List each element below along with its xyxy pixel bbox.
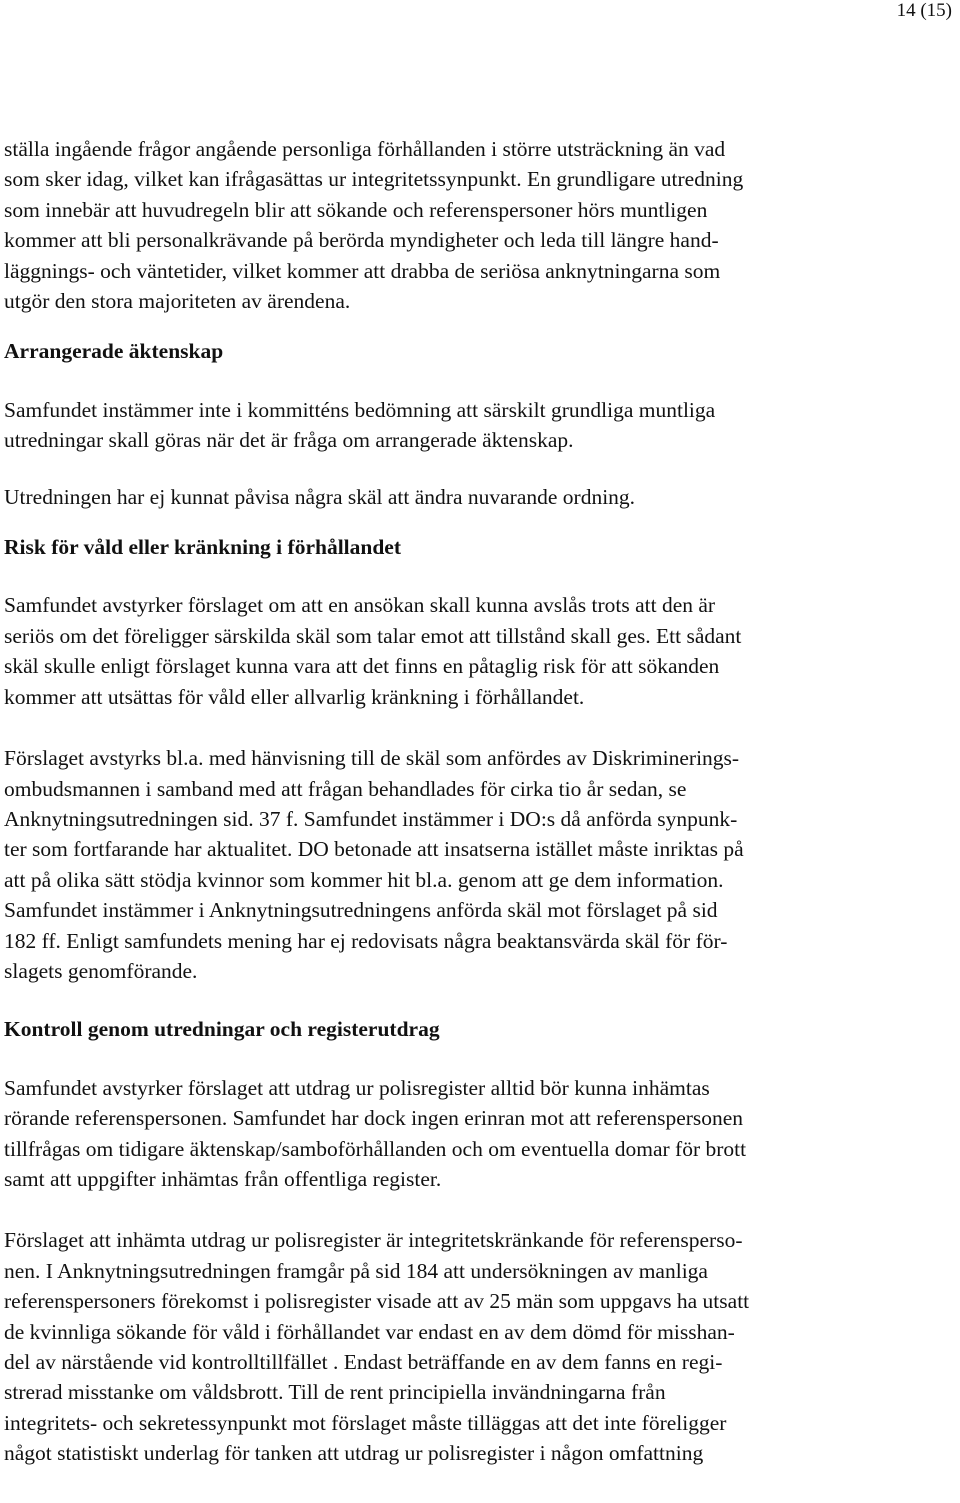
text-line: ställa ingående frågor angående personliga förhållanden i större utsträckning än vad xyxy=(4,137,726,161)
text-line: Utredningen har ej kunnat påvisa några skäl att ändra nuvarande ordning. xyxy=(4,484,636,509)
text-line: de kvinnliga sökande för våld i förhållandet var endast en av dem dömd för misshan- xyxy=(4,1319,735,1344)
text-line: ter som fortfarande har aktualitet. DO betonade att insatserna istället måste inriktas på xyxy=(4,837,744,862)
text-line: läggnings- och väntetider, vilket kommer att drabba de seriösa anknytningarna som xyxy=(4,258,721,283)
section-heading-kontroll: Kontroll genom utredningar och registerutdrag xyxy=(4,1017,440,1042)
text-line: utgör den stora majoriteten av ärendena. xyxy=(4,289,351,314)
text-line: slagets genomförande. xyxy=(4,958,198,983)
text-line: del av närstående vid kontrolltillfället . Endast beträffande en av dem fanns en regi- xyxy=(4,1350,723,1374)
text-line: Förslaget avstyrks bl.a. med hänvisning till de skäl som anfördes av Diskriminerings- xyxy=(4,746,740,771)
text-line: 182 ff. Enligt samfundets mening har ej redovisats några beaktansvärda skäl för för- xyxy=(4,928,728,953)
text-line: Samfundet instämmer i Anknytningsutredningens anförda skäl mot förslaget på sid xyxy=(4,898,718,923)
text-line: Samfundet instämmer inte i kommitténs bedömning att särskilt grundliga muntliga xyxy=(4,397,716,422)
paragraph-kontroll xyxy=(4,1073,956,1195)
text-line: som sker idag, vilket kan ifrågasättas ur integritetssynpunkt. En grundligare utredning xyxy=(4,167,744,192)
paragraph-utredningen xyxy=(4,482,956,512)
paragraph-intro xyxy=(4,134,956,316)
text-line: som innebär att huvudregeln blir att sökande och referenspersoner hörs muntligen xyxy=(4,197,708,222)
section-heading-arrangerade: Arrangerade äktenskap xyxy=(4,339,224,364)
text-line: tillfrågas om tidigare äktenskap/samboförhållanden och om eventuella domar för brott xyxy=(4,1136,747,1161)
section-heading-risk: Risk för våld eller kränkning i förhållandet xyxy=(4,535,402,560)
text-line: seriös om det föreligger särskilda skäl som talar emot att tillstånd skall ges. Ett sådant xyxy=(4,623,742,648)
text-line: integritets- och sekretessynpunkt mot förslaget måste tilläggas att det inte föreligger xyxy=(4,1410,727,1435)
text-line: kommer att bli personalkrävande på berörda myndigheter och leda till längre hand- xyxy=(4,228,719,253)
text-line: samt att uppgifter inhämtas från offentliga register. xyxy=(4,1166,442,1191)
text-line: kommer att utsättas för våld eller allvarlig kränkning i förhållandet. xyxy=(4,684,585,709)
page-number: 14 (15) xyxy=(896,0,952,21)
document-body xyxy=(4,134,956,1469)
text-line: Anknytningsutredningen sid. 37 f. Samfundet instämmer i DO:s då anförda synpunk- xyxy=(4,806,738,831)
text-line: skäl skulle enligt förslaget kunna vara att det finns en påtaglig risk för att sökanden xyxy=(4,654,720,679)
paragraph-polisregister xyxy=(4,1225,956,1468)
text-line: något statistiskt underlag för tanken att utdrag ur polisregister i någon omfattning xyxy=(4,1441,704,1466)
paragraph-arrangerade xyxy=(4,395,956,456)
text-line: utredningar skall göras när det är fråga om arrangerade äktenskap. xyxy=(4,428,574,453)
text-line: Samfundet avstyrker förslaget om att en ansökan skall kunna avslås trots att den är xyxy=(4,593,716,618)
text-line: strerad misstanke om våldsbrott. Till de rent principiella invändningarna från xyxy=(4,1380,666,1405)
paragraph-avstyrks xyxy=(4,743,956,986)
text-line: referenspersoners förekomst i polisregister visade att av 25 män som uppgavs ha utsatt xyxy=(4,1289,750,1314)
text-line: att på olika sätt stödja kvinnor som kommer hit bl.a. genom att ge dem information. xyxy=(4,867,724,892)
text-line: Samfundet avstyrker förslaget att utdrag ur polisregister alltid bör kunna inhämtas xyxy=(4,1075,710,1100)
text-line: ombudsmannen i samband med att frågan behandlades för cirka tio år sedan, se xyxy=(4,776,687,801)
paragraph-risk xyxy=(4,590,956,712)
text-line: nen. I Anknytningsutredningen framgår på sid 184 att undersökningen av manliga xyxy=(4,1258,708,1283)
text-line: rörande referenspersonen. Samfundet har dock ingen erinran mot att referenspersonen xyxy=(4,1106,744,1131)
text-line: Förslaget att inhämta utdrag ur polisregister är integritetskränkande för referensperso- xyxy=(4,1228,743,1253)
